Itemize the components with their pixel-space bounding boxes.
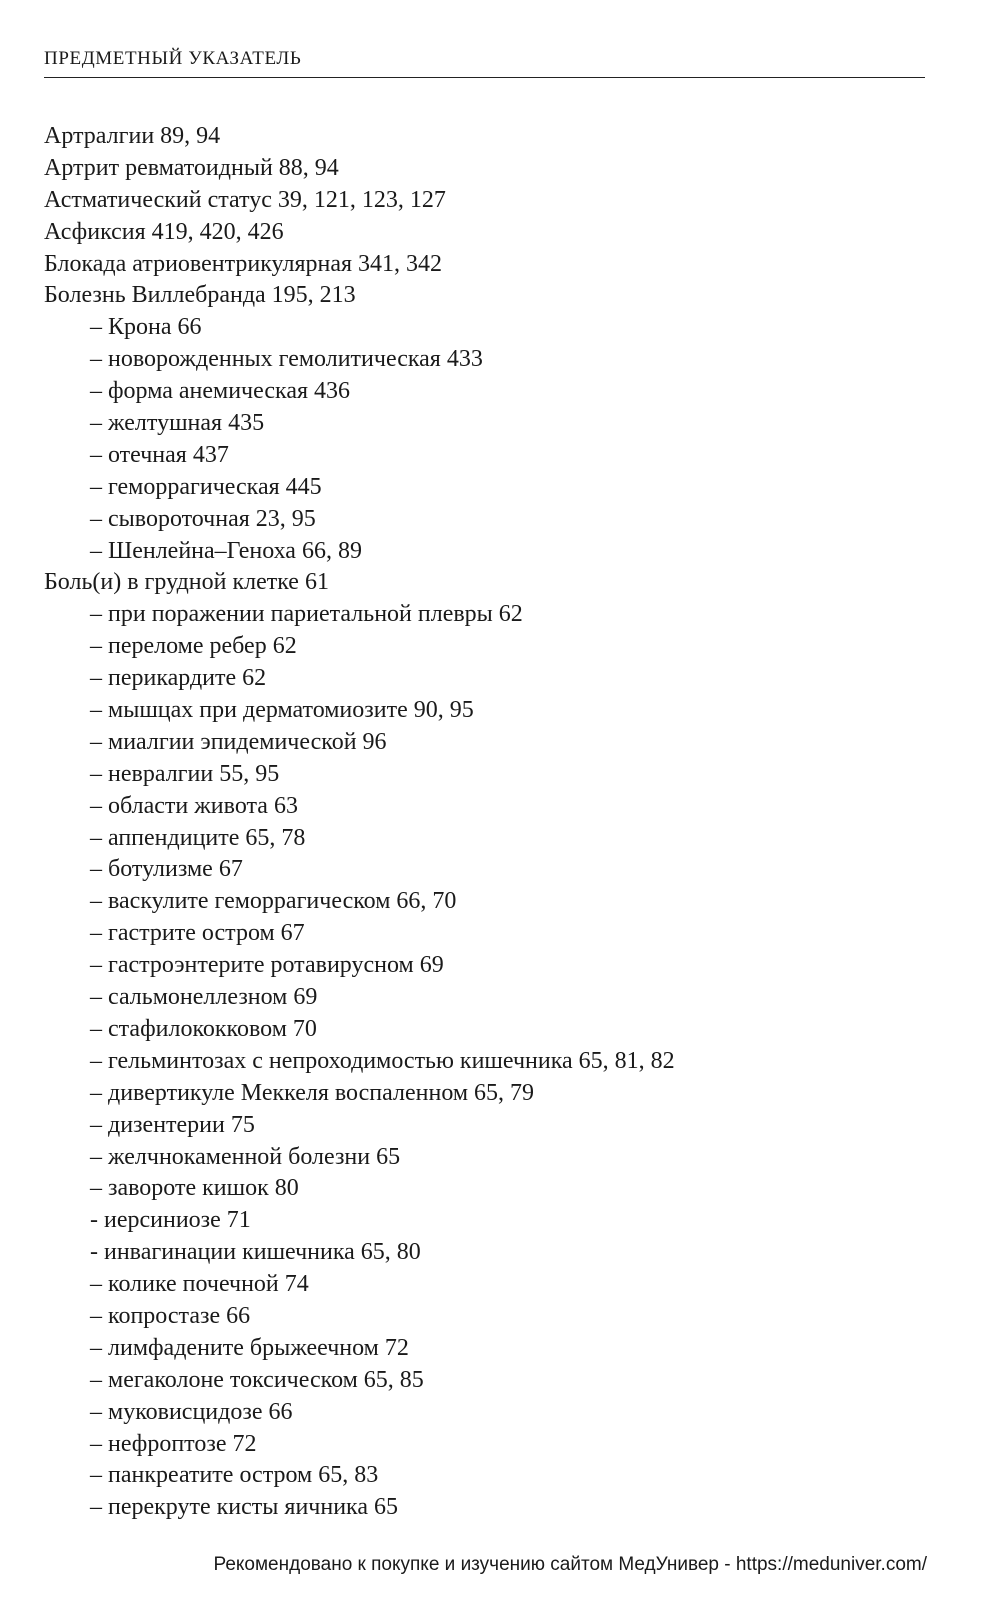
index-subentry: – стафилококковом 70 xyxy=(90,1015,317,1042)
index-subentry: – Шенлейна–Геноха 66, 89 xyxy=(90,537,362,564)
index-subentry: – колике почечной 74 xyxy=(90,1271,309,1298)
index-subentry: – отечная 437 xyxy=(90,441,229,468)
index-entry: Астматический статус 39, 121, 123, 127 xyxy=(44,186,446,213)
index-subentry: – лимфадените брыжеечном 72 xyxy=(90,1334,409,1361)
index-subentry: – дивертикуле Меккеля воспаленном 65, 79 xyxy=(90,1079,535,1106)
index-entry: Артрит ревматоидный 88, 94 xyxy=(44,154,339,181)
index-entry: Артралгии 89, 94 xyxy=(44,123,221,149)
index-subentry: – васкулите геморрагическом 66, 70 xyxy=(90,888,457,915)
index-subentry: – геморрагическая 445 xyxy=(90,473,322,500)
index-subentry: - иерсиниозе 71 xyxy=(90,1207,251,1234)
index-subentry: – мышцах при дерматомиозите 90, 95 xyxy=(90,697,474,724)
index-subentry: – Крона 66 xyxy=(90,314,202,341)
index-subentry: – сывороточная 23, 95 xyxy=(90,505,316,532)
index-subentry: – желчнокаменной болезни 65 xyxy=(90,1143,401,1170)
index-subentry: – гельминтозах с непроходимостью кишечника 65, 81, 82 xyxy=(90,1047,675,1074)
index-subentry: – желтушная 435 xyxy=(90,410,265,437)
footer-watermark: Рекомендовано к покупке и изучению сайтом МедУнивер - https://meduniver.com/ xyxy=(213,1554,927,1575)
index-subentry: – гастроэнтерите ротавирусном 69 xyxy=(90,952,444,979)
index-entry: Асфиксия 419, 420, 426 xyxy=(44,218,284,245)
index-subentry: – невралгии 55, 95 xyxy=(90,760,280,787)
index-subentry: – гастрите остром 67 xyxy=(90,920,305,947)
index-subentry: – сальмонеллезном 69 xyxy=(90,984,318,1011)
index-subentry: – муковисцидозе 66 xyxy=(90,1398,293,1425)
index-subentry: - инвагинации кишечника 65, 80 xyxy=(90,1239,421,1266)
index-subentry: – мегаколоне токсическом 65, 85 xyxy=(90,1366,424,1393)
index-subentry: – завороте кишок 80 xyxy=(90,1175,299,1202)
index-entry-list xyxy=(44,121,675,1524)
index-subentry: – области живота 63 xyxy=(90,792,298,819)
index-subentry: – при поражении париетальной плевры 62 xyxy=(90,601,523,628)
index-subentry: – миалгии эпидемической 96 xyxy=(90,728,387,755)
index-subentry: – копростазе 66 xyxy=(90,1302,251,1329)
index-subentry: – нефроптозе 72 xyxy=(90,1430,257,1457)
index-entry: Блокада атриовентрикулярная 341, 342 xyxy=(44,250,443,277)
index-subentry: – ботулизме 67 xyxy=(90,856,243,883)
index-subentry: – панкреатите остром 65, 83 xyxy=(90,1462,379,1489)
header-rule xyxy=(44,77,925,78)
index-subentry: – переломе ребер 62 xyxy=(90,633,297,660)
index-subentry: – аппендиците 65, 78 xyxy=(90,824,306,851)
index-subentry: – перекруте кисты яичника 65 xyxy=(90,1494,398,1521)
index-subentry: – перикардите 62 xyxy=(90,665,267,692)
index-subentry: – новорожденных гемолитическая 433 xyxy=(90,346,483,373)
running-head: ПРЕДМЕТНЫЙ УКАЗАТЕЛЬ xyxy=(44,48,302,69)
index-subentry: – дизентерии 75 xyxy=(90,1111,255,1138)
index-entry: Болезнь Виллебранда 195, 213 xyxy=(44,282,356,309)
index-entry: Боль(и) в грудной клетке 61 xyxy=(44,569,329,596)
index-subentry: – форма анемическая 436 xyxy=(90,378,351,405)
